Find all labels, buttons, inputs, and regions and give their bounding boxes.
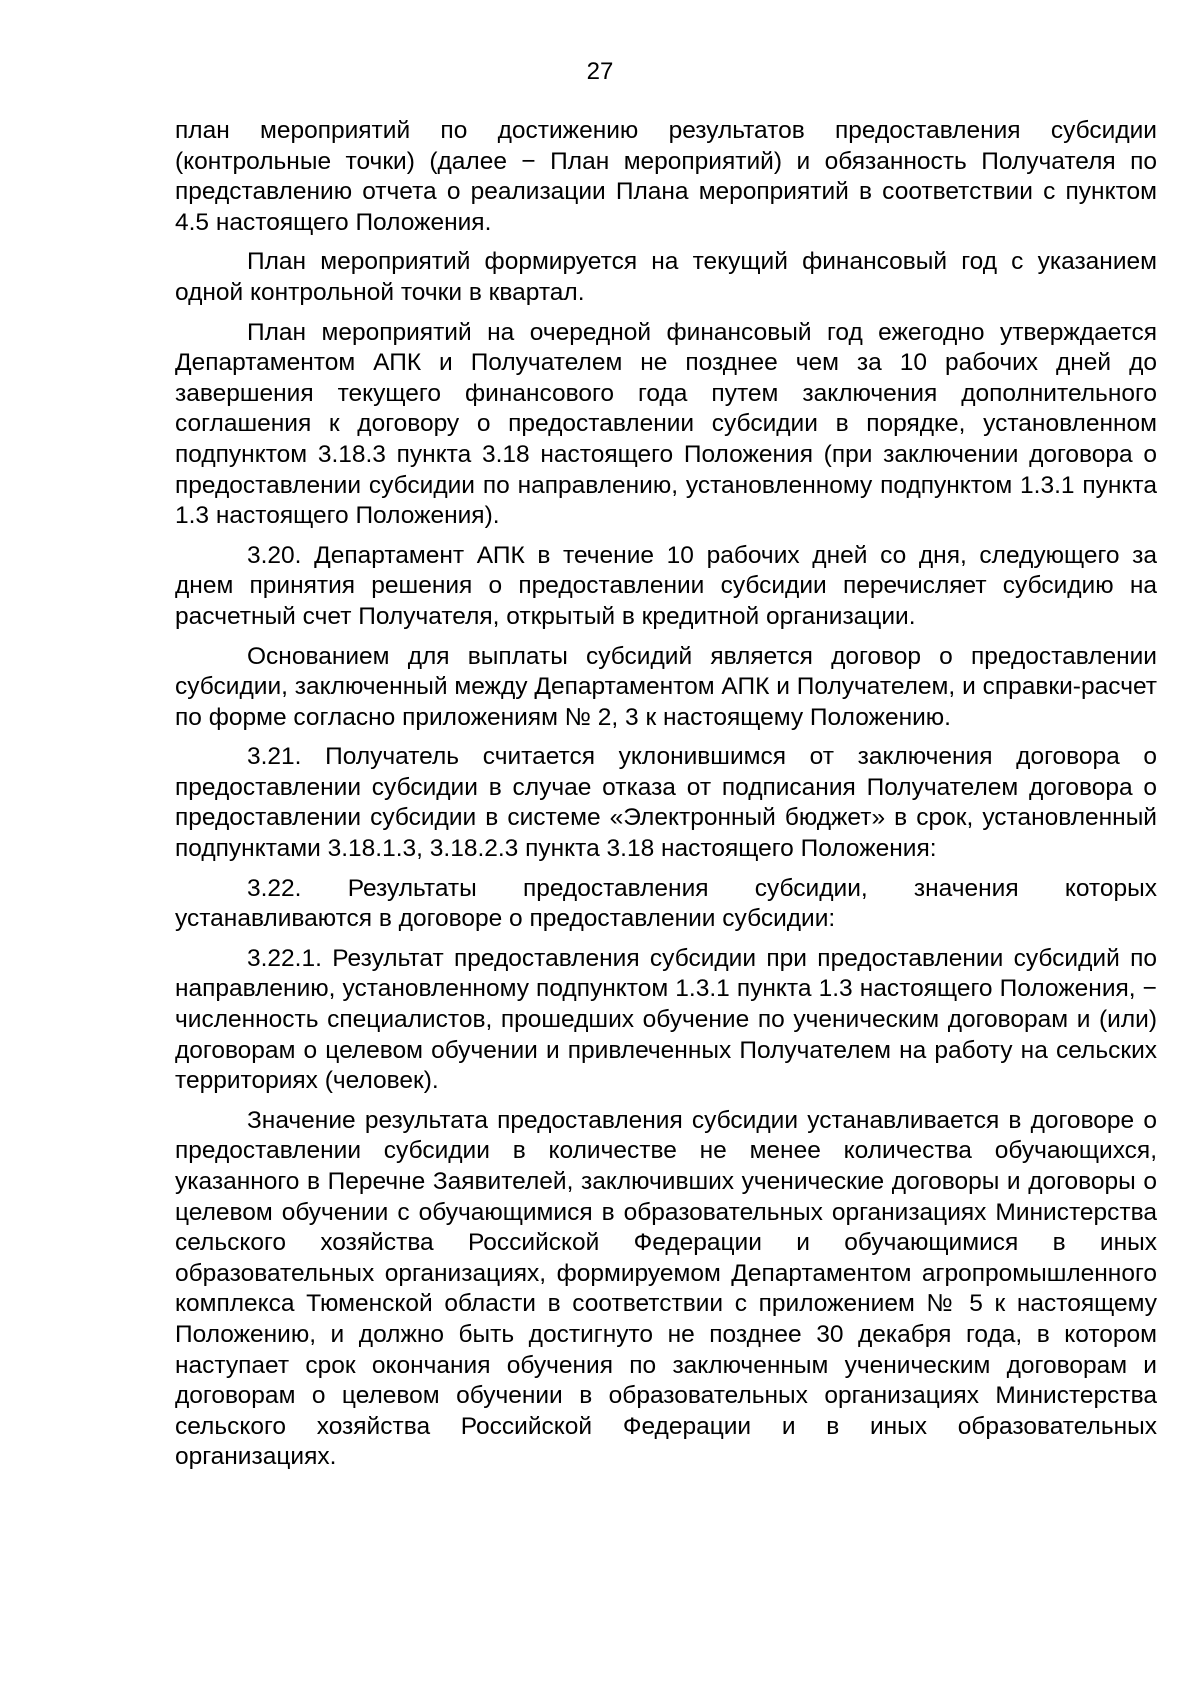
paragraph-3-22-1: 3.22.1. Результат предоставления субсидии при предоставлении субсидий по направлению, установленному подпунктом 1.3.1 пункта 1.3 настоящего Положения, − численность специалистов, прошедших обучение по ученическим договорам и (или) договорам о целевом обучении и привлеченных Получателем на работу на сельских территориях (человек). [175, 944, 1157, 1095]
document-body [175, 116, 1157, 1482]
paragraph-result-value: Значение результата предоставления субсидии устанавливается в договоре о предоставлении субсидии в количестве не менее количества обучающихся, указанного в Перечне Заявителей, заключивших ученические договоры и договоры о целевом обучении с обучающимися в образовательных организациях Министерства сельского хозяйства Российской Федерации и обучающимися в иных образовательных организациях, формируемом Департаментом агропромышленного комплекса Тюменской области в соответствии с приложением № 5 к настоящему Положению, и должно быть достигнуто не позднее 30 декабря года, в котором наступает срок окончания обучения по заключенным ученическим договорам и договорам о целевом обучении в образовательных организациях Министерства сельского хозяйства Российской Федерации и в иных образовательных организациях. [175, 1106, 1157, 1471]
paragraph-3-20: 3.20. Департамент АПК в течение 10 рабочих дней со дня, следующего за днем принятия решения о предоставлении субсидии перечисляет субсидию на расчетный счет Получателя, открытый в кредитной организации. [175, 541, 1157, 630]
paragraph-plan-formation: План мероприятий формируется на текущий финансовый год с указанием одной контрольной точки в квартал. [175, 248, 1157, 306]
page-number: 27 [586, 58, 614, 85]
paragraph-3-22: 3.22. Результаты предоставления субсидии, значения которых устанавливаются в договоре о предоставлении субсидии: [175, 874, 1157, 933]
paragraph-plan-approval: План мероприятий на очередной финансовый год ежегодно утверждается Департаментом АПК и Получателем не позднее чем за 10 рабочих дней до завершения текущего финансового года путем заключения дополнительного соглашения к договору о предоставлении субсидии в порядке, установленном подпунктом 3.18.3 пункта 3.18 настоящего Положения (при заключении договора о предоставлении субсидии по направлению, установленному подпунктом 1.3.1 пункта 1.3 настоящего Положения). [175, 318, 1157, 530]
paragraph-payment-basis: Основанием для выплаты субсидий является договор о предоставлении субсидии, заключенный между Департаментом АПК и Получателем, и справки-расчет по форме согласно приложениям № 2, 3 к настоящему Положению. [175, 642, 1157, 731]
paragraph-continuation: план мероприятий по достижению результатов предоставления субсидии (контрольные точки) (далее − План мероприятий) и обязанность Получателя по представлению отчета о реализации Плана мероприятий в соответствии с пунктом 4.5 настоящего Положения. [175, 117, 1157, 236]
paragraph-3-21: 3.21. Получатель считается уклонившимся от заключения договора о предоставлении субсидии в случае отказа от подписания Получателем договора о предоставлении субсидии в системе «Электронный бюджет» в срок, установленный подпунктами 3.18.1.3, 3.18.2.3 пункта 3.18 настоящего Положения: [175, 743, 1157, 863]
